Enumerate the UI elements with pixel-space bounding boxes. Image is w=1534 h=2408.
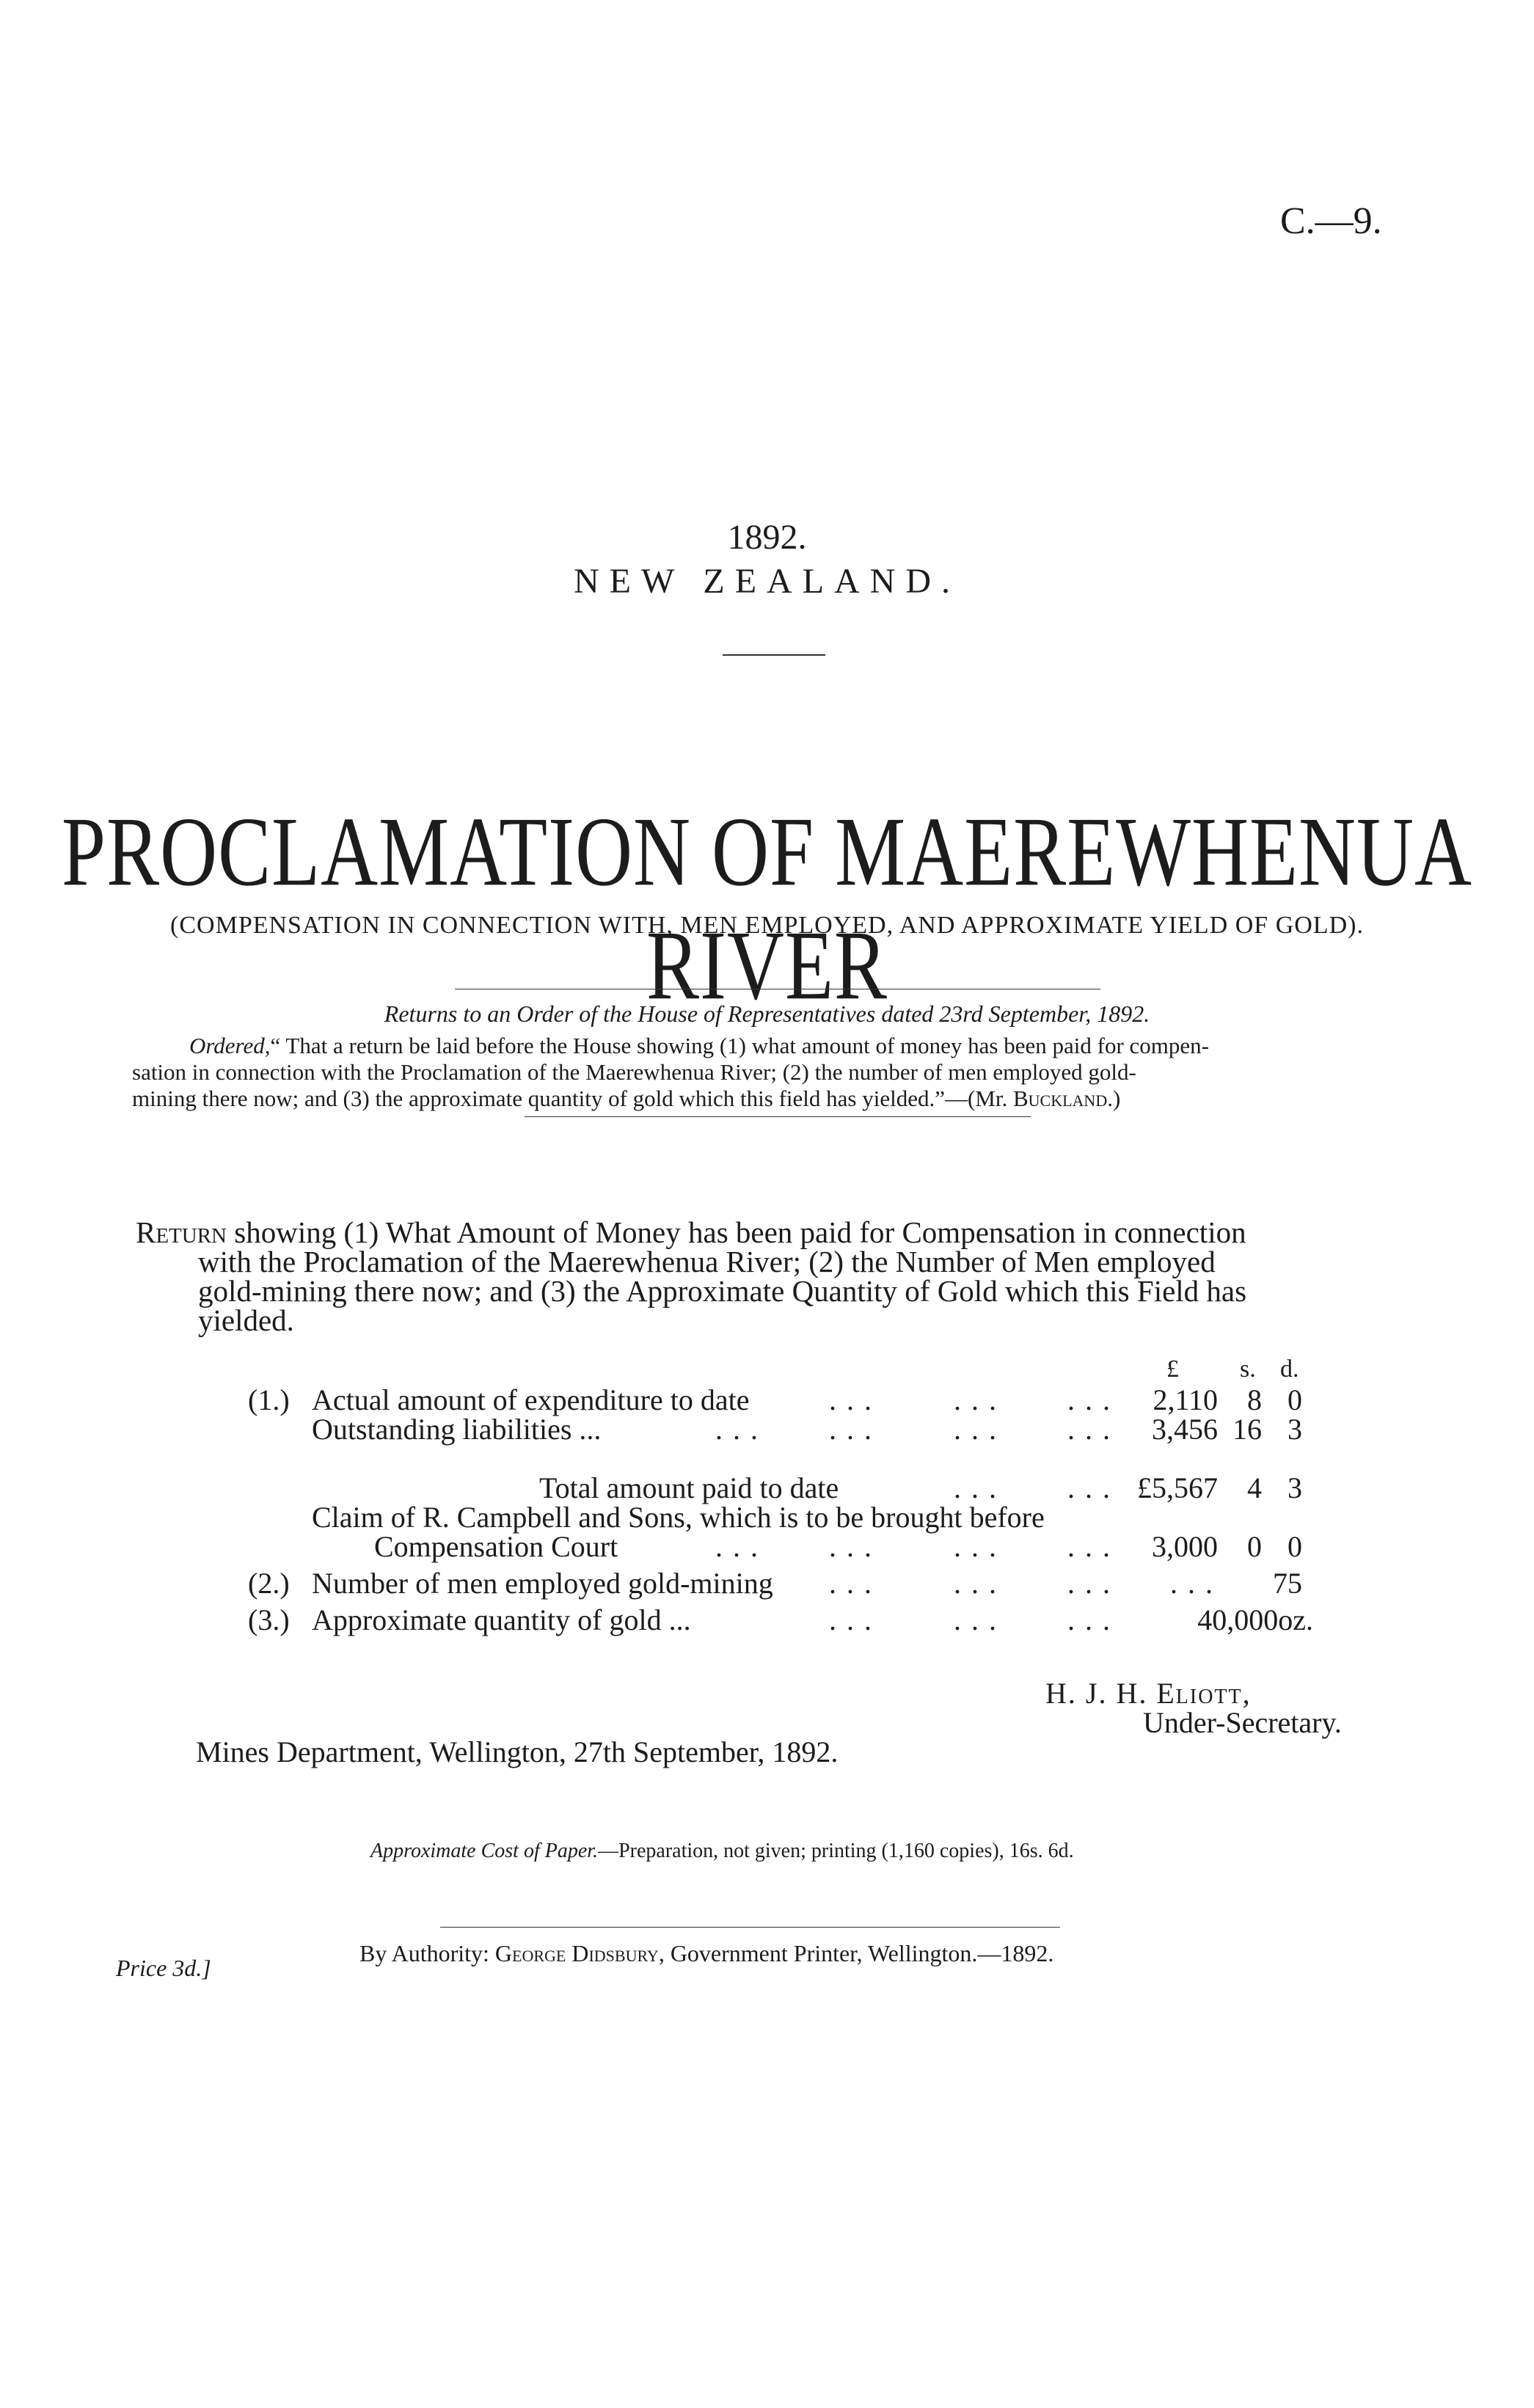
document-subtitle: (COMPENSATION IN CONNECTION WITH, MEN EMPLOYED, AND APPROXIMATE YIELD OF GOLD). bbox=[170, 912, 1364, 939]
dateline: Mines Department, Wellington, 27th September, 1892. bbox=[196, 1735, 839, 1768]
order-heading: Returns to an Order of the House of Representatives dated 23rd September, 1892. bbox=[384, 1000, 1150, 1027]
dot-leader: . . . bbox=[829, 1530, 873, 1563]
page-reference: C.—9. bbox=[1280, 200, 1382, 242]
item-label: Approximate quantity of gold ... bbox=[312, 1603, 691, 1636]
dot-leader: . . . bbox=[1067, 1471, 1111, 1504]
dot-leader: . . . bbox=[954, 1603, 998, 1636]
dot-leader: . . . bbox=[1067, 1567, 1111, 1600]
return-line: with the Proclamation of the Maerewhenua River; (2) the Number of Men employed bbox=[198, 1245, 1216, 1278]
item-label: Outstanding liabilities ... bbox=[312, 1413, 602, 1446]
order-mover: Buckland bbox=[1012, 1086, 1108, 1111]
item-number: (1.) bbox=[248, 1383, 290, 1416]
cost-label: Approximate Cost of Paper. bbox=[370, 1840, 599, 1862]
dot-leader: . . . bbox=[1067, 1530, 1111, 1563]
cost-note bbox=[370, 1840, 1074, 1863]
table-row bbox=[0, 1412, 1534, 1449]
shillings-value: 4 bbox=[1247, 1471, 1262, 1504]
gold-value: 40,000oz. bbox=[1197, 1603, 1313, 1636]
item-label: Actual amount of expenditure to date bbox=[312, 1383, 750, 1416]
pounds-value: 3,456 bbox=[1152, 1413, 1218, 1446]
pounds-value: 3,000 bbox=[1152, 1530, 1218, 1563]
dot-leader: . . . bbox=[954, 1567, 998, 1600]
divider bbox=[440, 1927, 1060, 1928]
shillings-heading: s. bbox=[1240, 1355, 1256, 1383]
authority-lead: By Authority: bbox=[359, 1940, 495, 1966]
dot-leader: . . . bbox=[954, 1413, 998, 1446]
authority-rest: , Government Printer, Wellington.—1892. bbox=[658, 1940, 1054, 1966]
item-label: Number of men employed gold-mining bbox=[312, 1567, 773, 1600]
authority-printer: George Didsbury bbox=[494, 1940, 659, 1966]
return-line1: showing (1) What Amount of Money has been paid for Compensation in connection bbox=[227, 1215, 1246, 1249]
dot-leader: . . . bbox=[829, 1413, 873, 1446]
order-line1: “ That a return be laid before the House showing (1) what amount of money has been paid for compen- bbox=[270, 1033, 1209, 1058]
dot-leader: . . . bbox=[1067, 1603, 1111, 1636]
document-title: PROCLAMATION OF MAEREWHENUA RIVER bbox=[61, 797, 1472, 1021]
pounds-heading: £ bbox=[1166, 1355, 1179, 1383]
order-line3: mining there now; and (3) the approximate quantity of gold which this field has yielded.”—(Mr. bbox=[132, 1086, 1013, 1111]
order-line: sation in connection with the Proclamation of the Maerewhenua River; (2) the number of men employed gold- bbox=[132, 1059, 1136, 1085]
return-line bbox=[136, 1215, 1423, 1249]
year: 1892. bbox=[727, 518, 807, 557]
table-row bbox=[0, 1603, 1534, 1639]
pounds-value: £5,567 bbox=[1137, 1471, 1218, 1504]
order-line bbox=[132, 1033, 1423, 1059]
price: Price 3d.] bbox=[116, 1955, 211, 1981]
dot-leader: . . . bbox=[715, 1530, 759, 1563]
return-lead: Return bbox=[136, 1215, 227, 1249]
divider bbox=[525, 1116, 1031, 1117]
country: NEW ZEALAND. bbox=[573, 562, 961, 601]
cost-text: —Preparation, not given; printing (1,160 copies), 16s. 6d. bbox=[598, 1840, 1074, 1862]
dot-leader: . . . bbox=[954, 1471, 998, 1504]
signature-initials: H. J. H. bbox=[1045, 1677, 1157, 1710]
authority-line bbox=[359, 1940, 1053, 1967]
return-heading bbox=[136, 1215, 1423, 1337]
dot-leader: . . . bbox=[954, 1383, 998, 1416]
dot-leader: . . . bbox=[829, 1603, 873, 1636]
shillings-value: 0 bbox=[1247, 1530, 1262, 1563]
dot-leader: . . . bbox=[715, 1413, 759, 1446]
item-label: Total amount paid to date bbox=[539, 1471, 839, 1504]
signature-title: Under-Secretary. bbox=[1143, 1706, 1342, 1739]
order-end: .) bbox=[1107, 1086, 1121, 1111]
pence-value: 0 bbox=[1288, 1530, 1302, 1563]
dot-leader: . . . bbox=[954, 1530, 998, 1563]
pence-value: 0 bbox=[1288, 1383, 1302, 1416]
pence-value: 3 bbox=[1288, 1471, 1302, 1504]
signature-end: , bbox=[1242, 1677, 1252, 1710]
item-number: (3.) bbox=[248, 1603, 290, 1636]
table-row bbox=[0, 1529, 1534, 1566]
order-line bbox=[132, 1086, 1423, 1112]
pounds-value: 2,110 bbox=[1153, 1383, 1218, 1416]
order-text bbox=[132, 1033, 1423, 1112]
item-label: Claim of R. Campbell and Sons, which is to be brought before bbox=[312, 1501, 1045, 1534]
dot-leader: . . . bbox=[1067, 1383, 1111, 1416]
dot-leader: . . . bbox=[829, 1567, 873, 1600]
table-row bbox=[0, 1566, 1534, 1603]
shillings-value: 8 bbox=[1247, 1383, 1262, 1416]
order-lead: Ordered, bbox=[189, 1033, 271, 1058]
dot-leader: . . . bbox=[1170, 1567, 1214, 1600]
return-line: yielded. bbox=[198, 1303, 294, 1337]
item-label: Compensation Court bbox=[374, 1530, 618, 1563]
signature-surname: Eliott bbox=[1156, 1677, 1243, 1710]
item-number: (2.) bbox=[248, 1567, 290, 1600]
pence-value: 3 bbox=[1288, 1413, 1302, 1446]
dot-leader: . . . bbox=[1067, 1413, 1111, 1446]
divider bbox=[723, 654, 825, 656]
men-value: 75 bbox=[1273, 1567, 1302, 1600]
pence-heading: d. bbox=[1280, 1355, 1299, 1383]
dot-leader: . . . bbox=[829, 1383, 873, 1416]
return-line: gold-mining there now; and (3) the Approximate Quantity of Gold which this Field has bbox=[198, 1274, 1247, 1308]
shillings-value: 16 bbox=[1232, 1413, 1262, 1446]
